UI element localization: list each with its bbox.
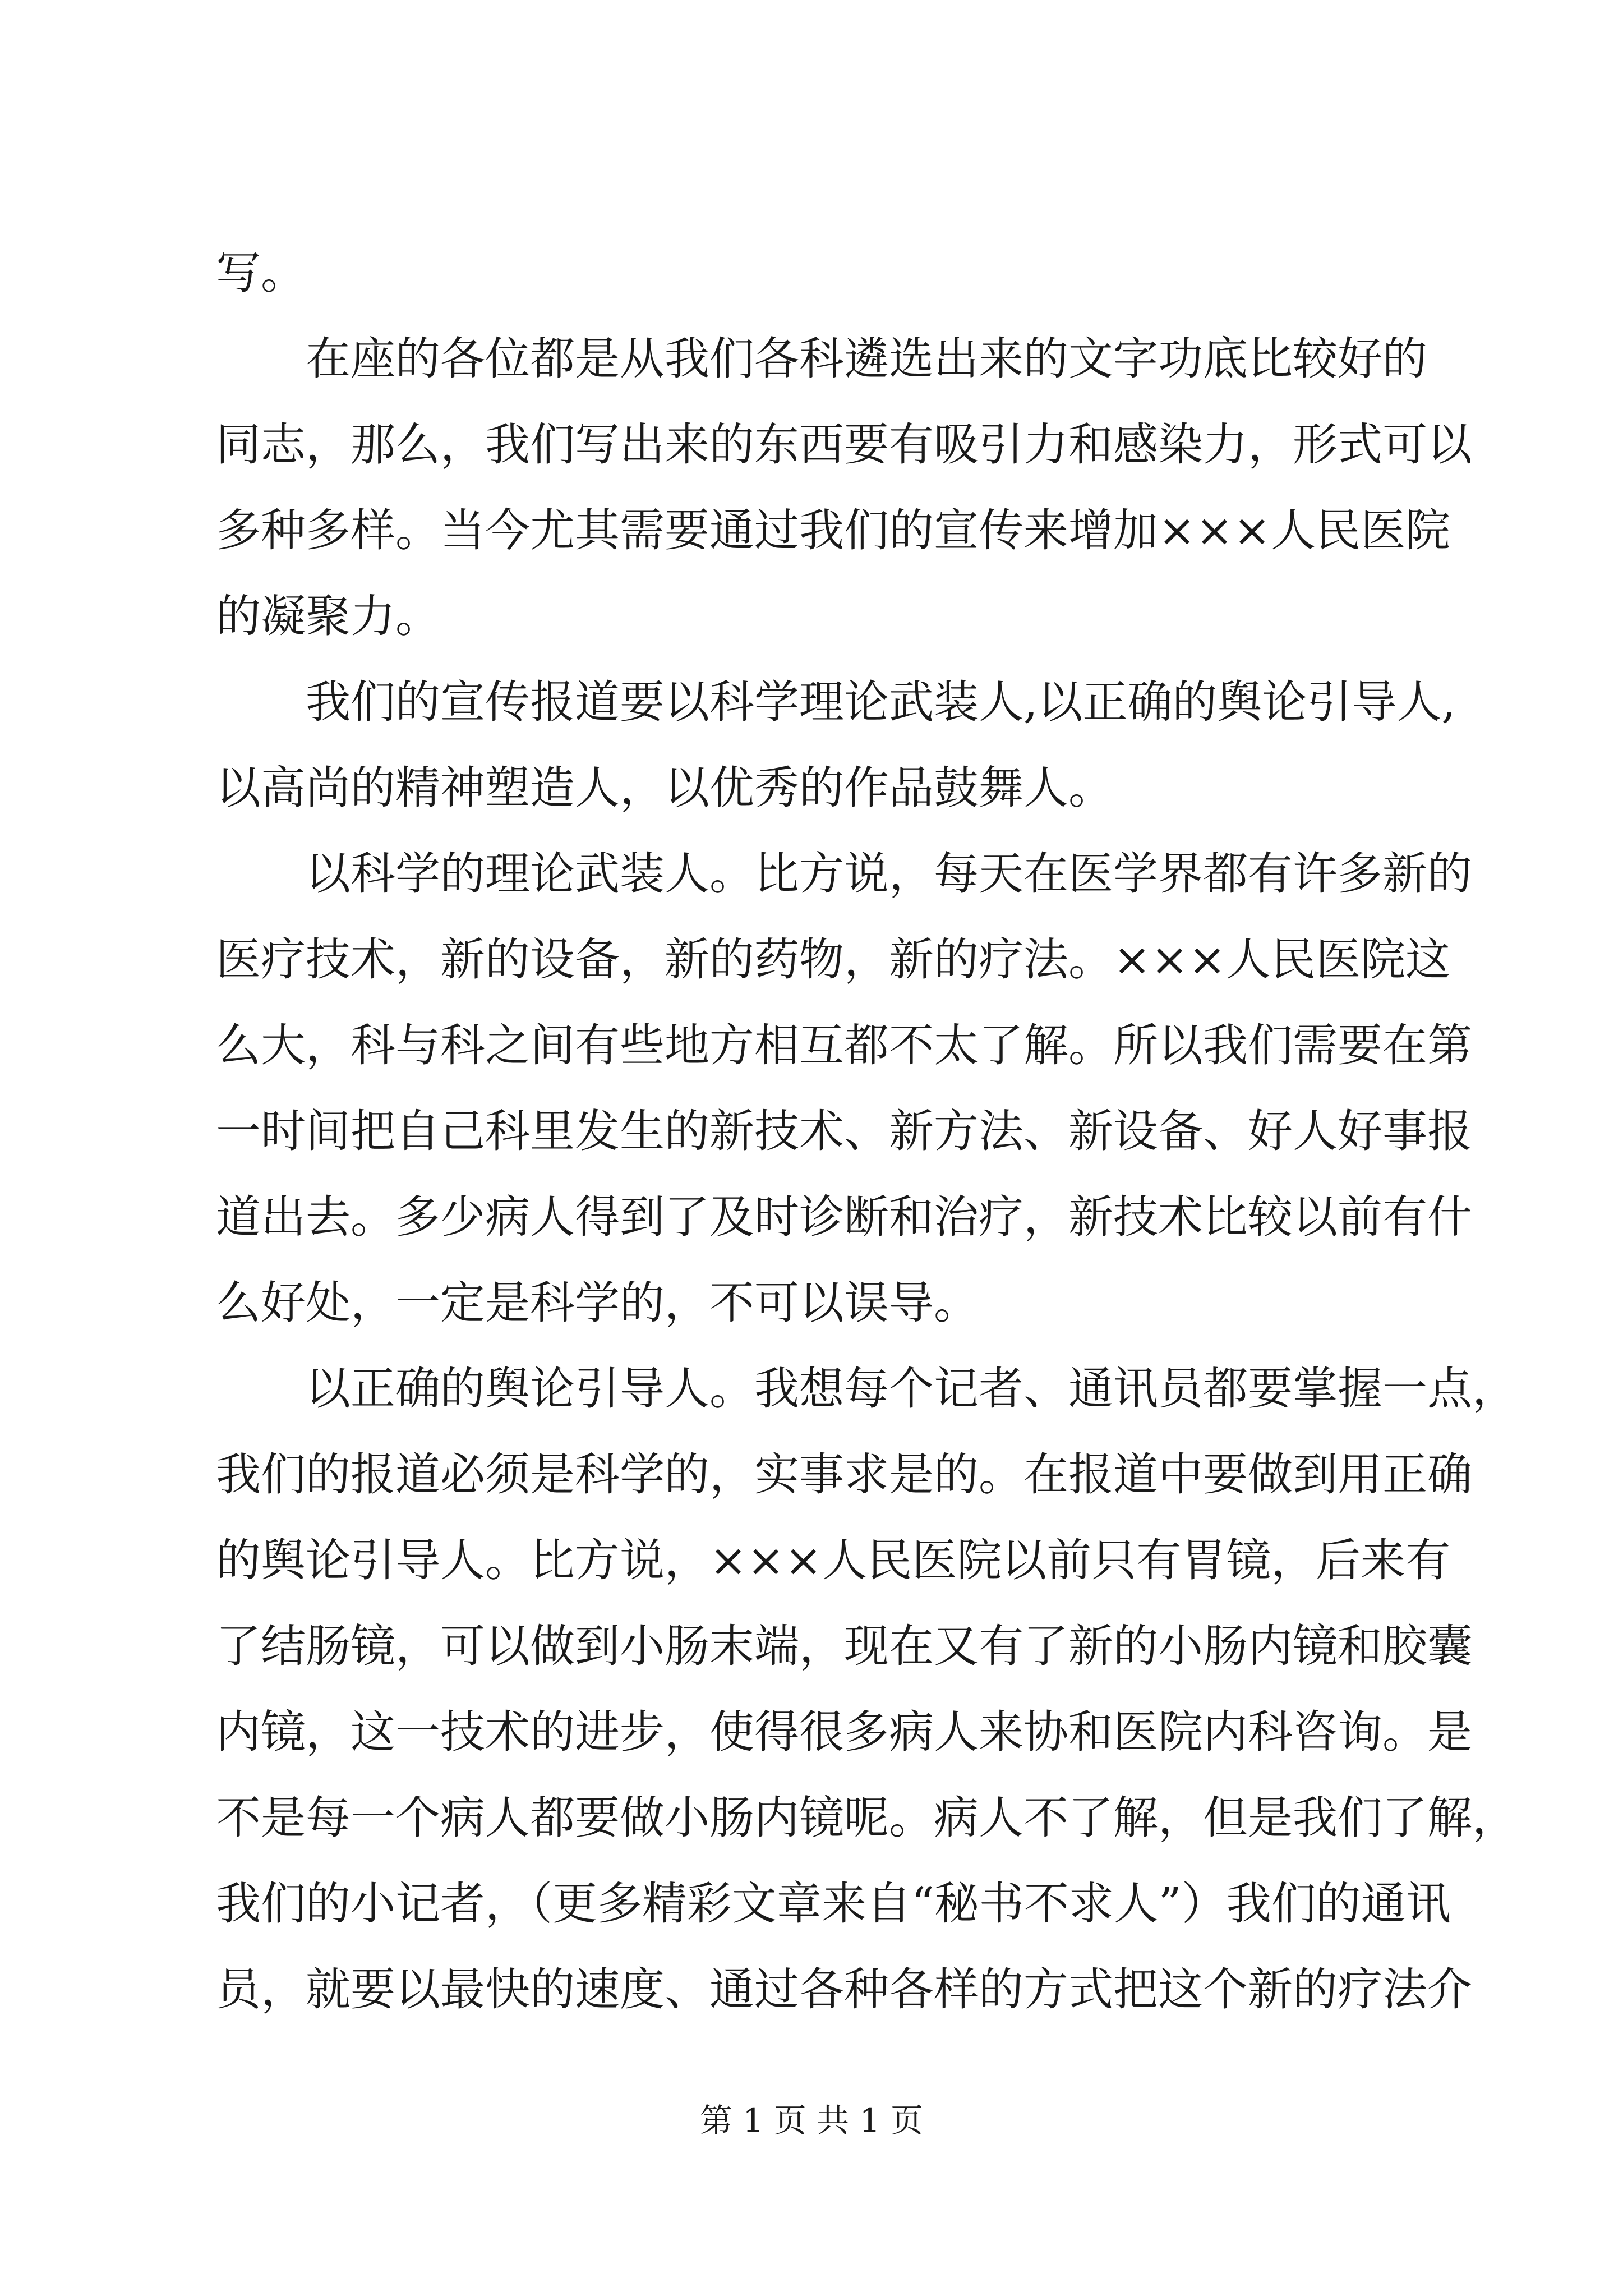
text-line: 同志，那么，我们写出来的东西要有吸引力和感染力，形式可以 — [216, 418, 1472, 471]
text-line: 么大，科与科之间有些地方相互都不太了解。所以我们需要在第 — [216, 1019, 1472, 1071]
text-line: 一时间把自己科里发生的新技术、新方法、新设备、好人好事报 — [216, 1105, 1472, 1157]
text-line: 我们的报道必须是科学的，实事求是的。在报道中要做到用正确 — [216, 1448, 1472, 1501]
text-line: 以正确的舆论引导人。我想每个记者、通讯员都要掌握一点， — [306, 1363, 1517, 1415]
text-line: 不是每一个病人都要做小肠内镜呢。病人不了解，但是我们了解， — [216, 1792, 1517, 1844]
text-line: 多种多样。当今尤其需要通过我们的宣传来增加×××人民医院 — [216, 504, 1451, 556]
text-line: 在座的各位都是从我们各科遴选出来的文字功底比较好的 — [306, 333, 1427, 385]
text-line: 医疗技术，新的设备，新的药物，新的疗法。×××人民医院这 — [216, 933, 1451, 986]
text-line: 我们的宣传报道要以科学理论武装人,以正确的舆论引导人, — [306, 676, 1456, 728]
text-line: 以高尚的精神塑造人，以优秀的作品鼓舞人。 — [216, 762, 1113, 814]
text-line: 的凝聚力。 — [216, 590, 440, 642]
body-text — [216, 230, 1517, 2032]
text-line: 以科学的理论武装人。比方说，每天在医学界都有许多新的 — [306, 848, 1472, 900]
text-line: 员，就要以最快的速度、通过各种各样的方式把这个新的疗法介 — [216, 1963, 1472, 2016]
text-line: 了结肠镜，可以做到小肠末端，现在又有了新的小肠内镜和胶囊 — [216, 1620, 1472, 1672]
text-line: 我们的小记者，（更多精彩文章来自“秘书不求人”）我们的通讯 — [216, 1878, 1451, 1930]
text-line: 么好处，一定是科学的，不可以误导。 — [216, 1277, 979, 1329]
text-line: 道出去。多少病人得到了及时诊断和治疗，新技术比较以前有什 — [216, 1191, 1472, 1243]
text-line: 内镜，这一技术的进步，使得很多病人来协和医院内科咨询。是 — [216, 1706, 1472, 1758]
text-line: 的舆论引导人。比方说，×××人民医院以前只有胃镜，后来有 — [216, 1534, 1451, 1586]
text-line: 写。 — [216, 247, 306, 299]
page-footer: 第 1 页 共 1 页 — [700, 2101, 923, 2139]
